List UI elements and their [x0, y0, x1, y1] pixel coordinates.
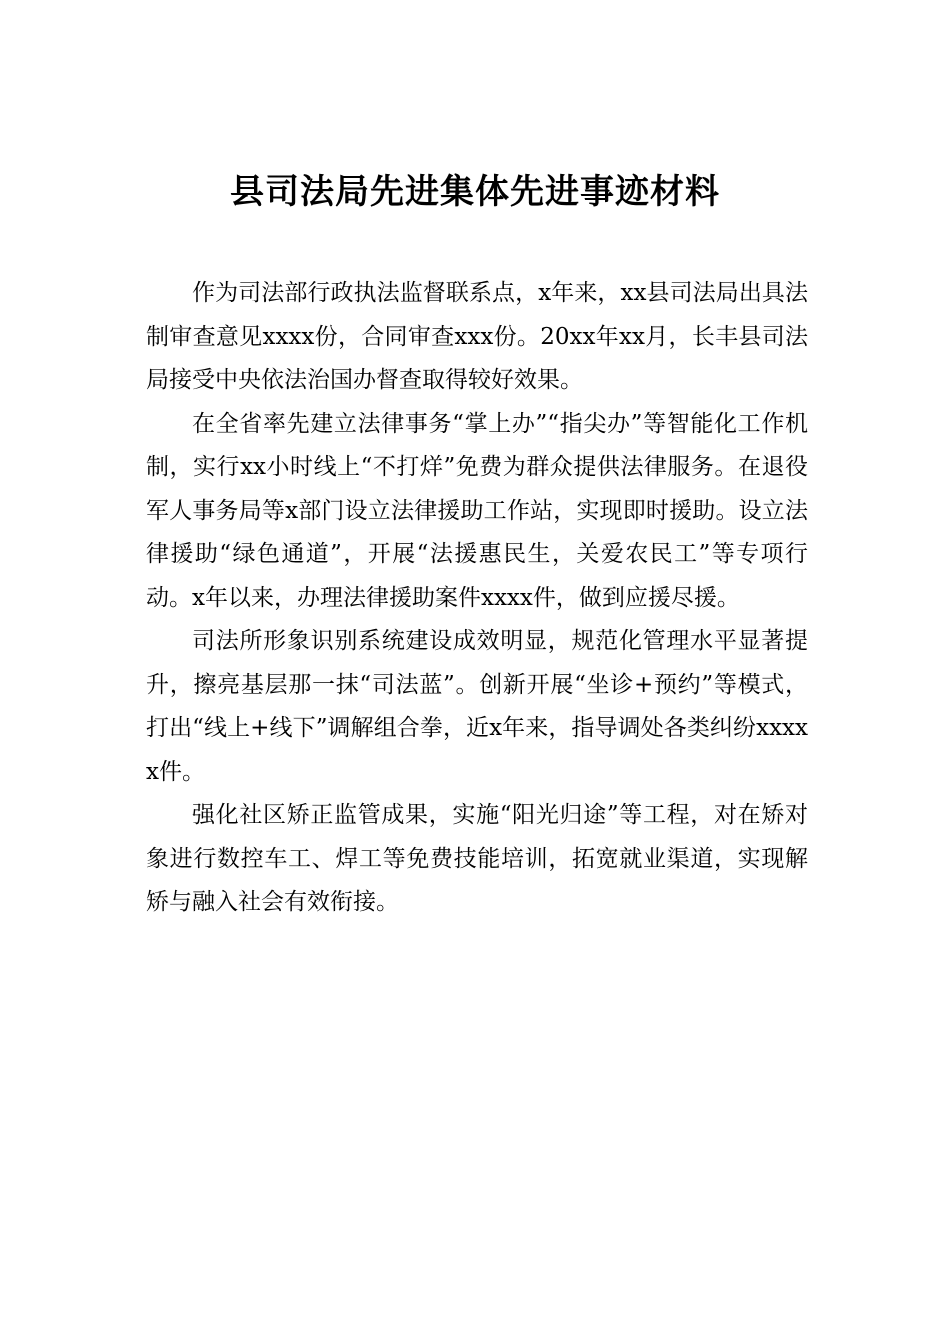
paragraph-3: 司法所形象识别系统建设成效明显，规范化管理水平显著提升，擦亮基层那一抹“司法蓝”。创新开展“坐诊+预约”等模式，打出“线上+线下”调解组合拳，近x年来，指导调处各类纠纷xxxxx件。 [146, 628, 808, 785]
document-body [146, 272, 808, 925]
document-title: 县司法局先进集体先进事迹材料 [230, 172, 720, 212]
paragraph-4: 强化社区矫正监管成果，实施“阳光归途”等工程，对在矫对象进行数控车工、焊工等免费技能培训，拓宽就业渠道，实现解矫与融入社会有效衔接。 [146, 802, 808, 915]
paragraph-2: 在全省率先建立法律事务“掌上办”“指尖办”等智能化工作机制，实行xx小时线上“不打烊”免费为群众提供法律服务。在退役军人事务局等x部门设立法律援助工作站，实现即时援助。设立法律援助“绿色通道”，开展“法援惠民生，关爱农民工”等专项行动。x年以来，办理法律援助案件xxxx件，做到应援尽援。 [146, 410, 808, 611]
paragraph-1: 作为司法部行政执法监督联系点，x年来，xx县司法局出具法制审查意见xxxx份，合同审查xxx份。20xx年xx月，长丰县司法局接受中央依法治国办督查取得较好效果。 [146, 280, 808, 393]
